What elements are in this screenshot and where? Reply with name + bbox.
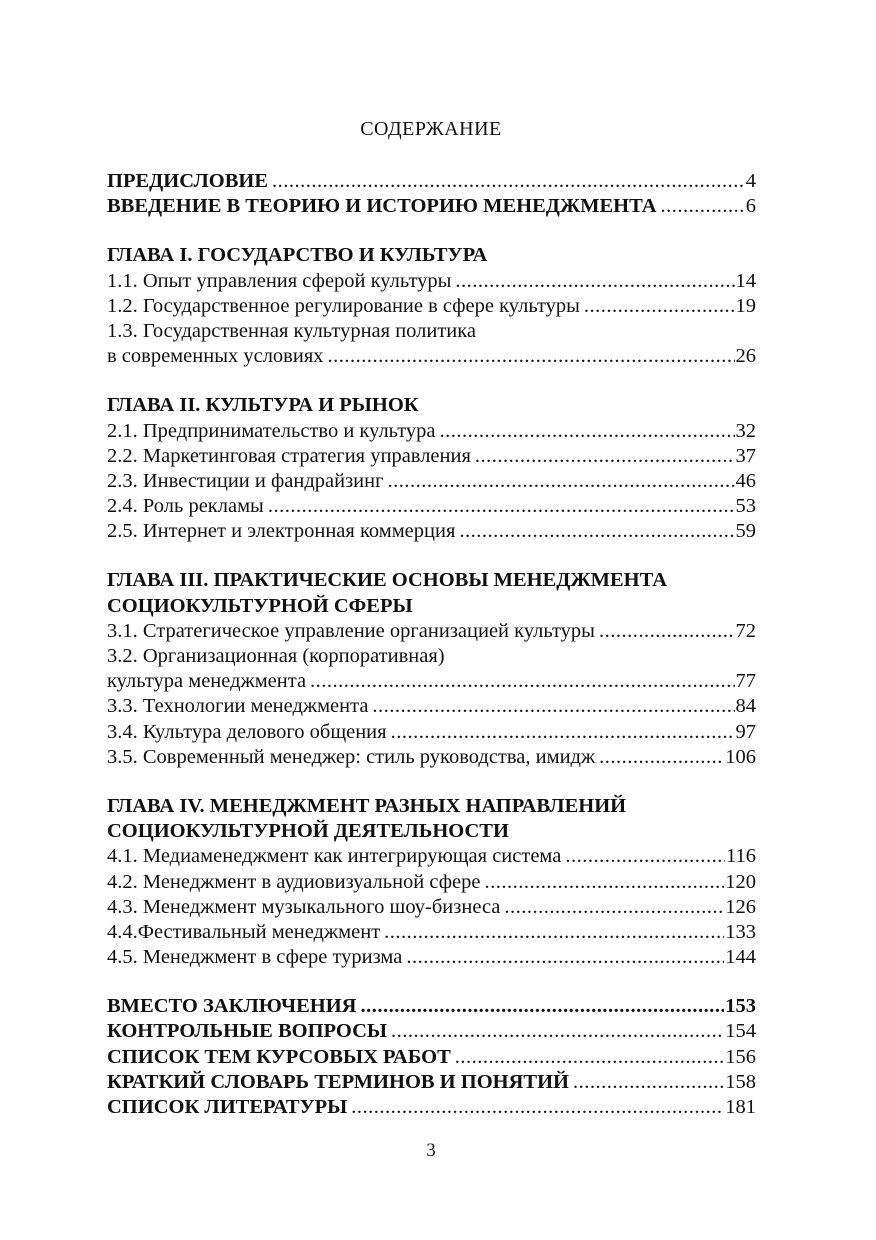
toc-entry-label: ПРЕДИСЛОВИЕ — [107, 170, 268, 192]
leader-dots — [351, 1095, 724, 1120]
toc-entry[interactable] — [107, 419, 756, 444]
leader-dots — [599, 619, 735, 644]
toc-entry-label: 3.1. Стратегическое управление организацией культуры — [107, 619, 595, 642]
toc-entry-page: 126 — [725, 895, 756, 918]
toc-entry-label: 4.4.Фестивальный менеджмент — [107, 920, 381, 943]
toc-entry-preface[interactable] — [107, 169, 756, 194]
toc-entry-literature[interactable] — [107, 1095, 756, 1120]
toc-entry-page: 106 — [725, 745, 756, 768]
toc-entry-page: 72 — [735, 619, 756, 642]
toc-entry-introduction[interactable] — [107, 194, 756, 219]
toc-entry-page: 14 — [735, 269, 756, 292]
leader-dots — [360, 994, 724, 1019]
toc-entry[interactable] — [107, 494, 756, 519]
leader-dots — [268, 494, 735, 519]
toc-entry-label: культура менеджмента — [107, 670, 307, 693]
leader-dots — [599, 745, 724, 770]
toc-entry-coursework[interactable] — [107, 1045, 756, 1070]
toc-entry-label: 3.4. Культура делового общения — [107, 720, 387, 743]
toc-entry[interactable] — [107, 844, 756, 869]
toc-entry-page: 133 — [725, 920, 756, 943]
toc-entry-label: КРАТКИЙ СЛОВАРЬ ТЕРМИНОВ И ПОНЯТИЙ — [107, 1070, 569, 1093]
page-number: 3 — [426, 1140, 436, 1161]
chapter-3-heading-cont[interactable]: СОЦИОКУЛЬТУРНОЙ СФЕРЫ — [107, 594, 413, 617]
toc-entry-page: 158 — [725, 1070, 756, 1093]
chapter-3-heading[interactable]: ГЛАВА III. ПРАКТИЧЕСКИЕ ОСНОВЫ МЕНЕДЖМЕНТА — [107, 569, 668, 592]
toc-entry-label: 2.5. Интернет и электронная коммерция — [107, 520, 456, 543]
chapter-1-heading[interactable]: ГЛАВА I. ГОСУДАРСТВО И КУЛЬТУРА — [107, 244, 488, 267]
leader-dots — [455, 1045, 725, 1070]
toc-entry-label: 4.1. Медиаменеджмент как интегрирующая система — [107, 845, 562, 868]
leader-dots — [573, 1070, 724, 1095]
leader-dots — [584, 294, 735, 319]
toc-entry-page: 97 — [735, 720, 756, 743]
leader-dots — [475, 444, 735, 469]
toc-entry-label: ВВЕДЕНИЕ В ТЕОРИЮ И ИСТОРИЮ МЕНЕДЖМЕНТА — [107, 195, 657, 218]
table-of-contents — [107, 169, 756, 1120]
toc-entry-label: СПИСОК ЛИТЕРАТУРЫ — [107, 1096, 348, 1118]
toc-entry[interactable] — [107, 895, 756, 920]
toc-entry-page: 26 — [735, 345, 756, 368]
toc-entry[interactable] — [107, 619, 756, 644]
toc-entry-label: ВМЕСТО ЗАКЛЮЧЕНИЯ — [107, 995, 357, 1018]
leader-dots — [440, 419, 735, 444]
toc-entry-page: 53 — [735, 495, 756, 518]
toc-entry-label: СПИСОК ТЕМ КУРСОВЫХ РАБОТ — [107, 1045, 451, 1068]
page-title: СОДЕРЖАНИЕ — [360, 118, 502, 140]
toc-entry[interactable] — [107, 745, 756, 770]
leader-dots — [372, 694, 734, 719]
toc-entry-label: КОНТРОЛЬНЫЕ ВОПРОСЫ — [107, 1020, 388, 1043]
toc-entry-page: 153 — [725, 995, 756, 1018]
toc-entry[interactable] — [107, 720, 756, 745]
leader-dots — [504, 895, 724, 920]
toc-entry-page: 37 — [735, 444, 756, 467]
leader-dots — [459, 519, 734, 544]
leader-dots — [661, 194, 745, 219]
leader-dots — [391, 1019, 724, 1044]
toc-entry-page: 156 — [725, 1045, 756, 1068]
chapter-4-heading[interactable]: ГЛАВА IV. МЕНЕДЖМЕНТ РАЗНЫХ НАПРАВЛЕНИЙ — [107, 794, 627, 817]
toc-entry-glossary[interactable] — [107, 1070, 756, 1095]
toc-entry-label: 1.1. Опыт управления сферой культуры — [107, 269, 452, 292]
toc-entry-label: 2.1. Предпринимательство и культура — [107, 419, 436, 442]
toc-entry-label: 2.3. Инвестиции и фандрайзинг — [107, 469, 384, 492]
toc-entry[interactable] — [107, 294, 756, 319]
leader-dots — [406, 945, 724, 970]
leader-dots — [272, 169, 745, 194]
toc-entry-page: 120 — [725, 870, 756, 893]
toc-entry-line[interactable]: 1.3. Государственная культурная политика — [107, 319, 477, 342]
toc-entry[interactable] — [107, 519, 756, 544]
toc-entry-page: 116 — [726, 845, 756, 868]
toc-entry-page: 59 — [735, 520, 756, 543]
toc-entry[interactable] — [107, 870, 756, 895]
toc-entry[interactable] — [107, 945, 756, 970]
chapter-2-heading[interactable]: ГЛАВА II. КУЛЬТУРА И РЫНОК — [107, 394, 419, 417]
leader-dots — [328, 344, 735, 369]
toc-entry-label: 2.2. Маркетинговая стратегия управления — [107, 444, 471, 467]
toc-entry-page: 19 — [735, 294, 756, 317]
leader-dots — [391, 720, 735, 745]
chapter-4-heading-cont[interactable]: СОЦИОКУЛЬТУРНОЙ ДЕЯТЕЛЬНОСТИ — [107, 820, 509, 843]
toc-entry-label: в современных условиях — [107, 345, 324, 368]
toc-entry-page: 77 — [735, 670, 756, 693]
toc-entry-label: 4.2. Менеджмент в аудиовизуальной сфере — [107, 870, 481, 893]
toc-entry[interactable] — [107, 269, 756, 294]
toc-entry[interactable] — [107, 469, 756, 494]
leader-dots — [388, 469, 735, 494]
toc-entry-label: 2.4. Роль рекламы — [107, 495, 264, 518]
toc-entry-label: 1.2. Государственное регулирование в сфере культуры — [107, 294, 580, 317]
toc-entry-page: 144 — [725, 946, 756, 969]
leader-dots — [565, 844, 725, 869]
toc-entry[interactable] — [107, 669, 756, 694]
toc-entry-page: 84 — [735, 695, 756, 718]
leader-dots — [310, 669, 734, 694]
toc-entry-page: 181 — [725, 1096, 756, 1118]
leader-dots — [484, 870, 724, 895]
toc-entry-questions[interactable] — [107, 1019, 756, 1044]
toc-entry[interactable] — [107, 344, 756, 369]
toc-entry-line[interactable]: 3.2. Организационная (корпоративная) — [107, 645, 445, 667]
toc-entry-label: 3.3. Технологии менеджмента — [107, 695, 369, 718]
toc-entry-conclusion[interactable] — [107, 994, 756, 1019]
toc-entry-label: 3.5. Современный менеджер: стиль руководства, имидж — [107, 745, 596, 768]
toc-entry-label: 4.5. Менеджмент в сфере туризма — [107, 946, 403, 969]
toc-entry[interactable] — [107, 694, 756, 719]
leader-dots — [455, 269, 734, 294]
toc-entry-label: 4.3. Менеджмент музыкального шоу-бизнеса — [107, 895, 501, 918]
toc-entry[interactable] — [107, 920, 756, 945]
toc-entry-page: 154 — [725, 1020, 756, 1043]
leader-dots — [384, 920, 724, 945]
toc-entry-page: 4 — [745, 170, 756, 192]
toc-entry-page: 6 — [745, 195, 756, 218]
toc-entry-page: 46 — [735, 469, 756, 492]
toc-entry[interactable] — [107, 444, 756, 469]
toc-entry-page: 32 — [735, 419, 756, 442]
